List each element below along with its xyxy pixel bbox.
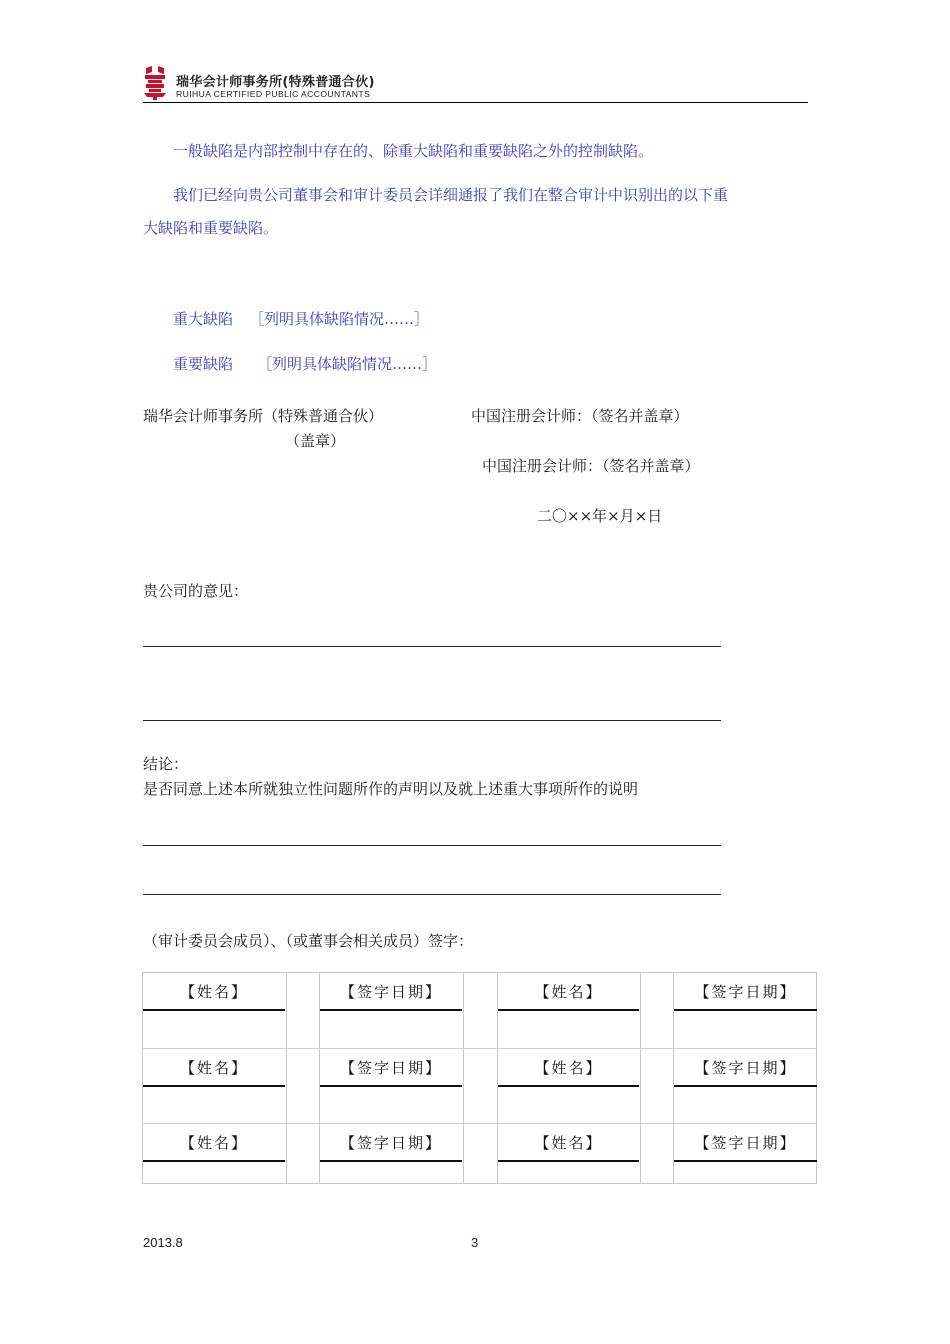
report-date: 二〇××年×月×日 xyxy=(537,507,663,525)
signer-name-field: 【姓名】 xyxy=(498,1124,639,1162)
material-weakness-label: 重大缺陷 xyxy=(173,310,234,328)
page-number: 3 xyxy=(471,1235,479,1250)
opinion-label: 贵公司的意见： xyxy=(143,582,249,600)
header-company-en: RUIHUA CERTIFIED PUBLIC ACCOUNTANTS xyxy=(176,89,371,99)
opinion-line-1 xyxy=(143,646,721,647)
paragraph-general-deficiency: 一般缺陷是内部控制中存在的、除重大缺陷和重要缺陷之外的控制缺陷。 xyxy=(173,142,654,160)
signing-date-field: 【签字日期】 xyxy=(674,973,817,1011)
conclusion-line-1 xyxy=(143,845,721,846)
material-weakness-value: ［列明具体缺陷情况……］ xyxy=(249,310,430,328)
significant-deficiency-value: ［列明具体缺陷情况……］ xyxy=(257,355,438,373)
signature-table xyxy=(142,972,817,1184)
signing-date-field: 【签字日期】 xyxy=(674,1124,817,1162)
conclusion-line-2 xyxy=(143,894,721,895)
conclusion-question: 是否同意上述本所就独立性问题所作的声明以及就上述重大事项所作的说明 xyxy=(143,780,639,798)
footer-date: 2013.8 xyxy=(143,1235,183,1250)
signing-date-field: 【签字日期】 xyxy=(674,1049,817,1087)
firm-seal: （盖章） xyxy=(285,432,346,450)
firm-name: 瑞华会计师事务所（特殊普通合伙） xyxy=(143,407,384,425)
signer-name-field: 【姓名】 xyxy=(143,1124,285,1162)
header-company-cn: 瑞华会计师事务所(特殊普通合伙) xyxy=(176,75,375,90)
signer-name-field: 【姓名】 xyxy=(143,973,285,1011)
signer-name-field: 【姓名】 xyxy=(498,973,639,1011)
signer-name-field: 【姓名】 xyxy=(143,1049,285,1087)
signing-date-field: 【签字日期】 xyxy=(320,973,462,1011)
signing-date-field: 【签字日期】 xyxy=(320,1124,462,1162)
ruihua-logo xyxy=(143,66,167,100)
conclusion-label: 结论： xyxy=(143,755,189,773)
table-divider xyxy=(286,973,287,1183)
paragraph-reported-line-1: 我们已经向贵公司董事会和审计委员会详细通报了我们在整合审计中识别出的以下重 xyxy=(173,186,729,204)
significant-deficiency-item xyxy=(173,353,437,374)
paragraph-reported-line-2: 大缺陷和重要缺陷。 xyxy=(143,219,279,237)
signers-label: （审计委员会成员）、（或董事会相关成员）签字： xyxy=(143,932,474,950)
signing-date-field: 【签字日期】 xyxy=(320,1049,462,1087)
material-weakness-item xyxy=(173,308,429,329)
significant-deficiency-label: 重要缺陷 xyxy=(173,355,234,373)
table-divider xyxy=(640,973,641,1183)
cpa-signature-1: 中国注册会计师：（签名并盖章） xyxy=(471,407,689,425)
table-divider xyxy=(463,973,464,1183)
cpa-signature-2: 中国注册会计师：（签名并盖章） xyxy=(482,457,700,475)
header-divider xyxy=(143,102,808,103)
opinion-line-2 xyxy=(143,720,721,721)
signer-name-field: 【姓名】 xyxy=(498,1049,639,1087)
